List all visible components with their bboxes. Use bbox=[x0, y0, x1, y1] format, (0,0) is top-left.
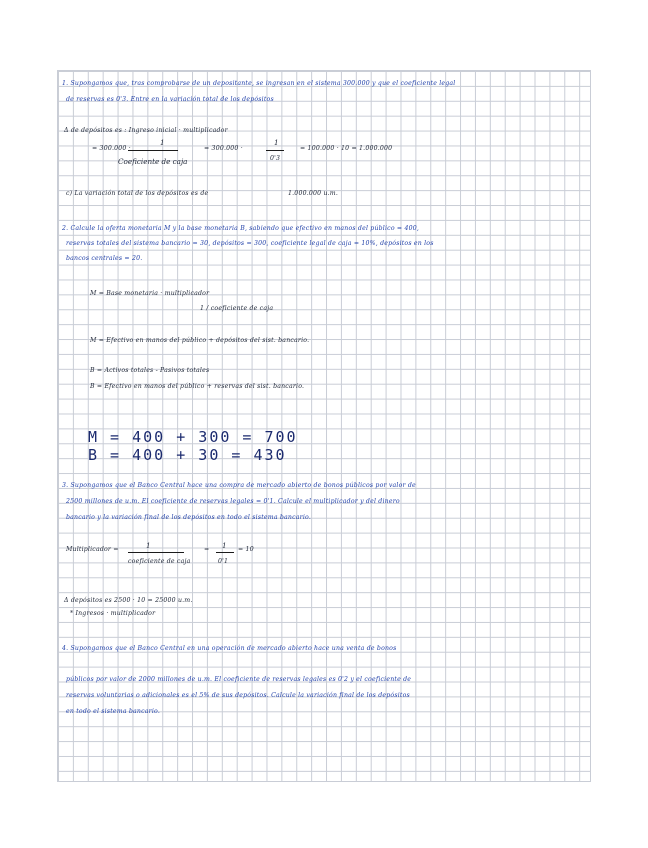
b-definition-2: B = Efectivo en manos del público + reservas del sist. bancario. bbox=[90, 383, 305, 390]
problem-4-line-4: en todo el sistema bancario. bbox=[66, 708, 160, 715]
problem-3-line-1: 3. Supongamos que el Banco Central hace una compra de mercado abierto de bonos públicos por valor de bbox=[62, 482, 416, 489]
problem-4-line-2: públicos por valor de 2000 millones de u.m. El coeficiente de reservas legales es 0'2 y el coeficiente de bbox=[66, 676, 412, 683]
deposits-note: * Ingresos · multiplicador bbox=[70, 610, 156, 617]
eq1-numerator: 1 bbox=[160, 138, 165, 147]
multiplier-lhs: Multiplicador = bbox=[66, 546, 119, 553]
m-result: M = 400 + 300 = 700 bbox=[88, 428, 298, 446]
m-definition-2: 1 / coeficiente de caja bbox=[200, 305, 274, 312]
eq1-denominator-2: 0'3 bbox=[270, 155, 281, 162]
problem-3-line-2: 2500 millones de u.m. El coeficiente de reservas legales = 0'1. Calcule el multiplicador y del dinero bbox=[66, 498, 400, 505]
problem-1-line-1: 1. Supongamos que, tras comprobarse de un depositante, se ingresan en el sistema 300.000 y que el coeficiente legal bbox=[62, 80, 456, 87]
multiplier-fraction-bar bbox=[128, 552, 184, 553]
multiplier-numerator-2: 1 bbox=[222, 541, 227, 550]
problem-1-answer-value: 1.000.000 u.m. bbox=[288, 190, 339, 197]
eq1-fraction-bar-2 bbox=[266, 150, 284, 151]
m-definition: M = Base monetaria · multiplicador bbox=[90, 290, 210, 297]
eq1-numerator-2: 1 bbox=[274, 138, 279, 147]
eq1-lhs: = 300.000 · bbox=[92, 145, 131, 152]
problem-4-line-1: 4. Supongamos que el Banco Central en una operación de mercado abierto hace una venta de bonos bbox=[62, 645, 397, 652]
problem-1-line-3: Δ de depósitos es : Ingreso inicial · multiplicador bbox=[64, 127, 228, 134]
problem-3-line-3: bancario y la variación final de los depósitos en todo el sistema bancario. bbox=[66, 514, 311, 521]
multiplier-denominator: coeficiente de caja bbox=[128, 558, 191, 565]
problem-2-line-2: reservas totales del sistema bancario = 30, depósitos = 300, coeficiente legal de caja = 10%, depósitos en los bbox=[66, 240, 434, 247]
multiplier-rhs: = 10 bbox=[238, 546, 254, 553]
b-result: B = 400 + 30 = 430 bbox=[88, 446, 287, 464]
multiplier-mid: = bbox=[204, 546, 210, 553]
b-definition-1: B = Activos totales - Pasivos totales bbox=[90, 367, 210, 374]
deposits-result: Δ depósitos es 2500 · 10 = 25000 u.m. bbox=[64, 597, 193, 604]
problem-4-line-3: reservas voluntarias o adicionales es el 5% de sus depósitos. Calcule la variación final de los depósitos bbox=[66, 692, 410, 699]
multiplier-fraction-bar-2 bbox=[216, 552, 234, 553]
problem-1-answer: c) La variación total de los depósitos es de bbox=[66, 190, 209, 197]
problem-2-line-1: 2. Calcule la oferta monetaria M y la base monetaria B, sabiendo que efectivo en manos del público = 400, bbox=[62, 225, 420, 232]
m-definition-3: M = Efectivo en manos del público + depósitos del sist. bancario. bbox=[90, 337, 310, 344]
problem-2-line-3: bancos centrales = 20. bbox=[66, 255, 143, 262]
eq1-rhs: = 100.000 · 10 = 1.000.000 bbox=[300, 145, 393, 152]
multiplier-numerator: 1 bbox=[146, 541, 151, 550]
eq1-fraction-bar bbox=[128, 150, 178, 151]
problem-1-line-2: de reservas es 0'3. Entre en la variación total de los depósitos bbox=[66, 96, 274, 103]
eq1-denominator: Coeficiente de caja bbox=[118, 157, 188, 166]
eq1-mid: = 300.000 · bbox=[204, 145, 243, 152]
multiplier-denominator-2: 0'1 bbox=[218, 558, 229, 565]
